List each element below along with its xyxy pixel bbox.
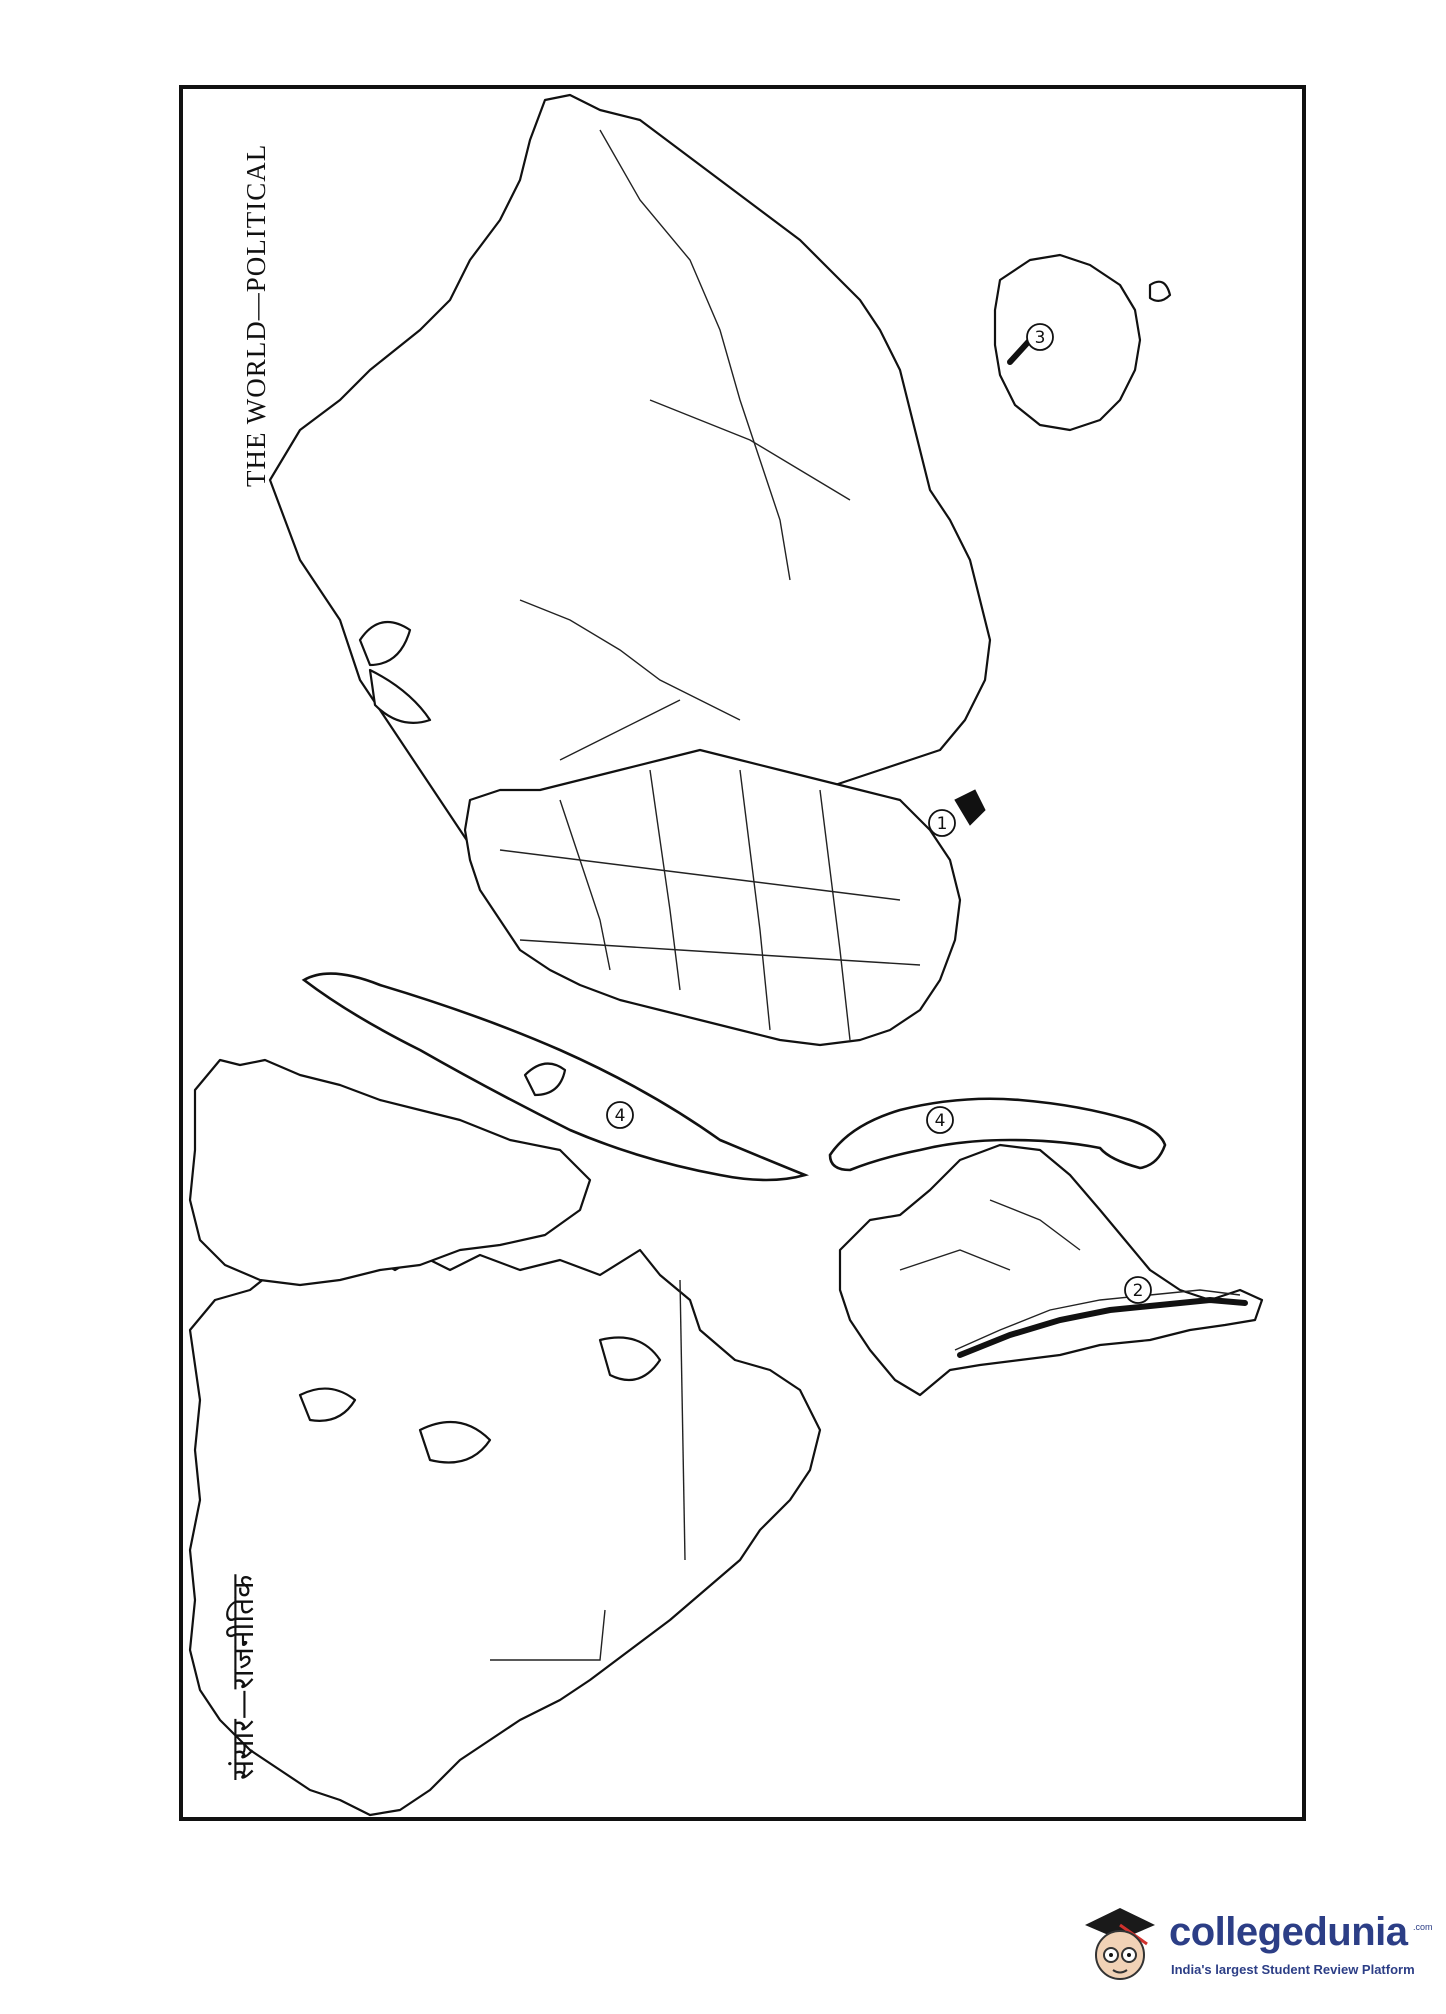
brand-tagline: India's largest Student Review Platform [1171, 1962, 1415, 1977]
mascot-icon [1075, 1900, 1165, 1990]
brand-name: collegedunia [1169, 1910, 1408, 1954]
svg-text:3: 3 [1034, 328, 1046, 348]
africa-landmass [465, 750, 960, 1045]
svg-text:4: 4 [614, 1106, 626, 1126]
svg-text:2: 2 [1132, 1281, 1144, 1301]
brand-domain: .com [1413, 1922, 1433, 1932]
north-america-landmass [190, 1250, 820, 1815]
marker-4b [927, 1107, 953, 1133]
svg-text:1: 1 [936, 814, 948, 834]
marker-2 [1125, 1277, 1151, 1303]
south-america-landmass [840, 1145, 1262, 1395]
map-title-english: THE WORLD—POLITICAL [241, 143, 271, 487]
map-title-hindi: संसार—राजनीतिक [226, 1574, 261, 1780]
collegedunia-watermark [1075, 1900, 1435, 1990]
australia-landmass [995, 255, 1170, 430]
feature-region-1 [955, 790, 985, 825]
svg-text:4: 4 [934, 1111, 946, 1131]
marker-3 [1027, 324, 1053, 350]
marker-4a [607, 1102, 633, 1128]
marker-1 [929, 810, 955, 836]
